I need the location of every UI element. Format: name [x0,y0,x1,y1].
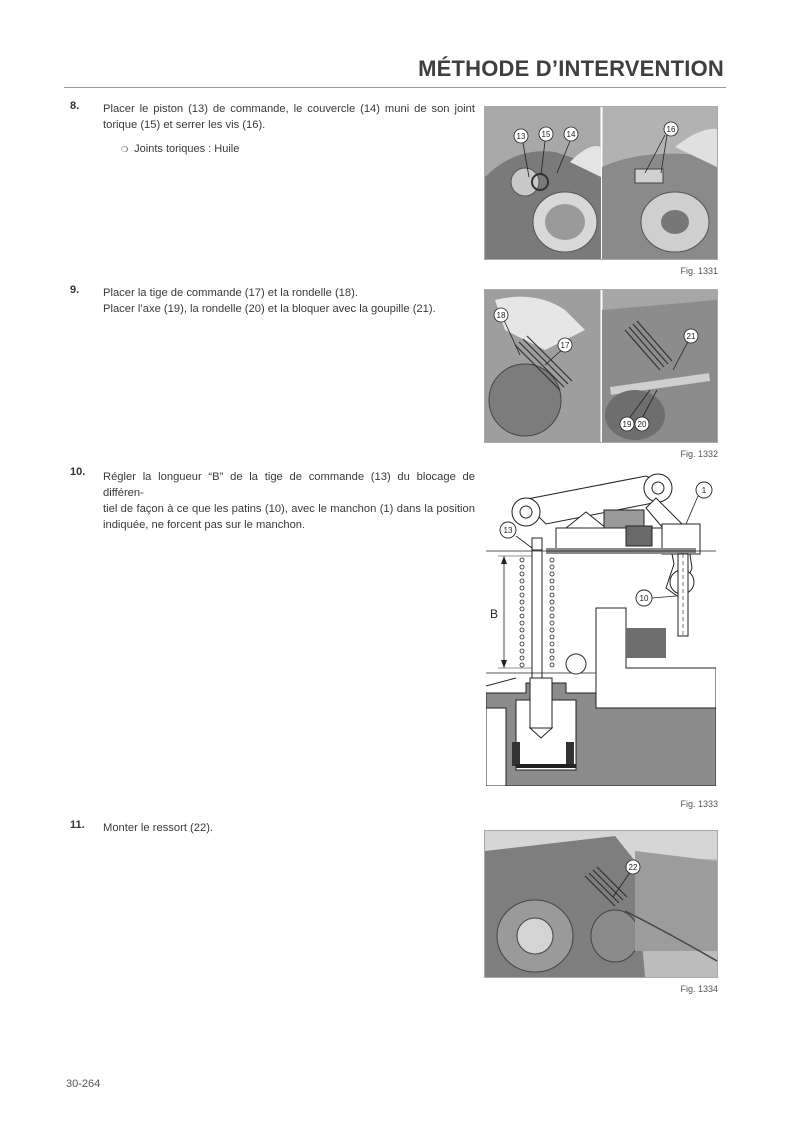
step-line: Placer l’axe (19), la rondelle (20) et la bloquer avec la goupille (21). [103,303,436,315]
callout-label: 19 [622,420,632,429]
step-number: 8. [70,100,80,112]
spring-coil [520,586,524,590]
callout-label: 14 [566,130,576,139]
header-rule [64,87,726,88]
step-text [103,469,475,533]
callout-label: 18 [496,311,506,320]
spring-coil [520,635,524,639]
spring-coil [550,600,554,604]
callout-label: 21 [686,332,696,341]
callout-label: 13 [516,132,526,141]
spring-coil [520,572,524,576]
spring-coil [550,621,554,625]
spring-coil [550,642,554,646]
spring-coil [520,656,524,660]
spring-coil [550,593,554,597]
spring-coil [550,614,554,618]
figure-caption: Fig. 1331 [680,266,718,276]
step-line: torique (15) et serrer les vis (16). [103,119,266,131]
spring-coil [520,642,524,646]
spring-coil [550,628,554,632]
spring-coil [520,607,524,611]
figure-caption: Fig. 1333 [680,799,718,809]
photo-figure-1334 [484,830,718,978]
spring-coil [520,614,524,618]
photo-figure-1331 [484,106,718,260]
page-number: 30-264 [66,1078,101,1090]
callout-label: 20 [637,420,647,429]
spring-coil [550,649,554,653]
callout-label: 13 [503,526,513,535]
callout-label: 1 [701,486,707,495]
step-line: Placer la tige de commande (17) et la rondelle (18). [103,287,358,299]
step-line: tiel de façon à ce que les patins (10), avec le manchon (1) dans la position [103,503,475,515]
step-number: 10. [70,466,86,478]
spring-coil [520,649,524,653]
spring-coil [520,600,524,604]
step-number: 11. [70,819,85,831]
spring-coil [520,558,524,562]
dimension-label: B [490,607,499,621]
step-line: indiquée, ne forcent pas sur le manchon. [103,519,306,531]
step-text [103,820,475,836]
spring-coil [550,565,554,569]
spring-coil [550,572,554,576]
step-text [103,285,475,317]
spring-coil [520,663,524,667]
step-line: Monter le ressort (22). [103,822,214,834]
spring-coil [550,635,554,639]
figure-caption: Fig. 1334 [680,984,718,994]
step-number: 9. [70,284,80,296]
callout-label: 16 [666,125,676,134]
callout-label: 17 [560,341,570,350]
figure-caption: Fig. 1332 [680,449,718,459]
spring-coil [550,558,554,562]
photo-figure-1332 [484,289,718,443]
technical-drawing-1333 [486,468,716,786]
spring-coil [550,607,554,611]
bullet-icon: ❍ [121,145,129,154]
callout-label: 22 [628,863,638,872]
spring-coil [520,628,524,632]
spring-coil [520,565,524,569]
page-title: MÉTHODE D’INTERVENTION [418,56,724,81]
callout-label: 10 [639,594,649,603]
spring-coil [550,586,554,590]
callout-label: 15 [541,130,551,139]
spring-coil [520,621,524,625]
spring-coil [550,663,554,667]
spring-coil [520,579,524,583]
spring-coil [550,579,554,583]
step-line: Placer le piston (13) de commande, le couvercle (14) muni de son joint [103,103,475,115]
note-text: Joints toriques : Huile [134,143,240,155]
step-line: Régler la longueur “B” de la tige de commande (13) du blocage de différen- [103,471,475,499]
spring-coil [550,656,554,660]
note-line [121,143,239,155]
spring-coil [520,593,524,597]
step-text [103,101,475,133]
